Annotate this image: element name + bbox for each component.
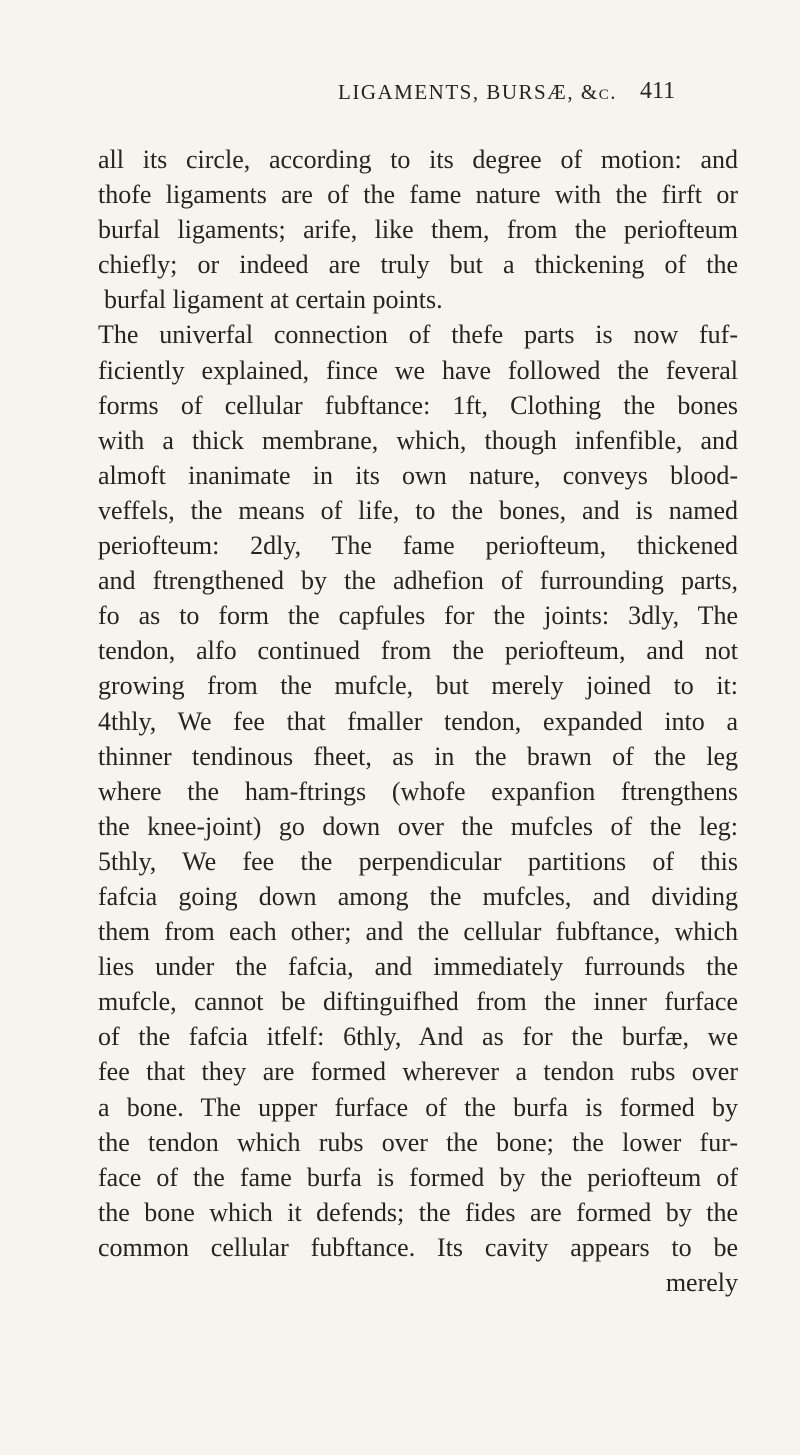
page-number: 411 [640, 78, 676, 104]
text-line: thofe ligaments are of the fame nature with the firft or [98, 180, 738, 210]
text-line: fee that they are formed wherever a tendon rubs over [98, 1057, 738, 1087]
text-line: the bone which it defends; the fides are formed by the [98, 1197, 738, 1227]
text-line: common cellular fubftance. Its cavity appears to be [98, 1232, 738, 1262]
text-line: veffels, the means of life, to the bones, and is named [98, 495, 738, 525]
text-line: face of the fame burfa is formed by the periofteum of [98, 1162, 738, 1192]
text-line: burfal ligament at certain points. [104, 285, 443, 315]
text-line: 5thly, We fee the perpendicular partitions of this [98, 846, 738, 876]
text-line: The univerfal connection of thefe parts is now fuf- [98, 320, 738, 350]
body-text [98, 142, 738, 1300]
text-line: forms of cellular fubftance: 1ft, Clothing the bones [98, 390, 738, 420]
text-line: the tendon which rubs over the bone; the lower fur- [98, 1127, 738, 1157]
text-line: fo as to form the capfules for the joints: 3dly, The [98, 601, 738, 631]
text-line: burfal ligaments; arife, like them, from the periofteum [98, 215, 738, 245]
text-line: growing from the mufcle, but merely joined to it: [98, 671, 738, 701]
text-line: the knee-joint) go down over the mufcles of the leg: [98, 811, 738, 841]
text-line: thinner tendinous fheet, as in the brawn of the leg [98, 741, 738, 771]
catchword: merely [665, 1268, 738, 1297]
text-line: mufcle, cannot be diftinguifhed from the inner furface [98, 987, 738, 1017]
text-line: a bone. The upper furface of the burfa is formed by [98, 1092, 738, 1122]
text-line: of the fafcia itfelf: 6thly, And as for the burfæ, we [98, 1022, 738, 1052]
text-line: them from each other; and the cellular fubftance, which [98, 917, 738, 947]
page-header [0, 74, 800, 114]
text-line: fafcia going down among the mufcles, and dividing [98, 881, 738, 911]
text-line: where the ham-ftrings (whofe expanfion ftrengthens [98, 776, 738, 806]
text-line: periofteum: 2dly, The fame periofteum, thickened [98, 531, 738, 561]
running-head: LIGAMENTS, BURSÆ, &c. [338, 80, 617, 104]
text-line: tendon, alfo continued from the periofteum, and not [98, 636, 738, 666]
text-line: almoft inanimate in its own nature, conveys blood- [98, 460, 738, 490]
text-line: and ftrengthened by the adhefion of furrounding parts, [98, 566, 738, 596]
text-line: all its circle, according to its degree of motion: and [98, 145, 738, 174]
text-line: with a thick membrane, which, though infenfible, and [98, 425, 738, 455]
text-line: ficiently explained, fince we have followed the feveral [98, 355, 738, 385]
text-line: chiefly; or indeed are truly but a thickening of the [98, 250, 738, 280]
text-line: lies under the fafcia, and immediately furrounds the [98, 952, 738, 982]
text-line: 4thly, We fee that fmaller tendon, expanded into a [98, 706, 738, 736]
